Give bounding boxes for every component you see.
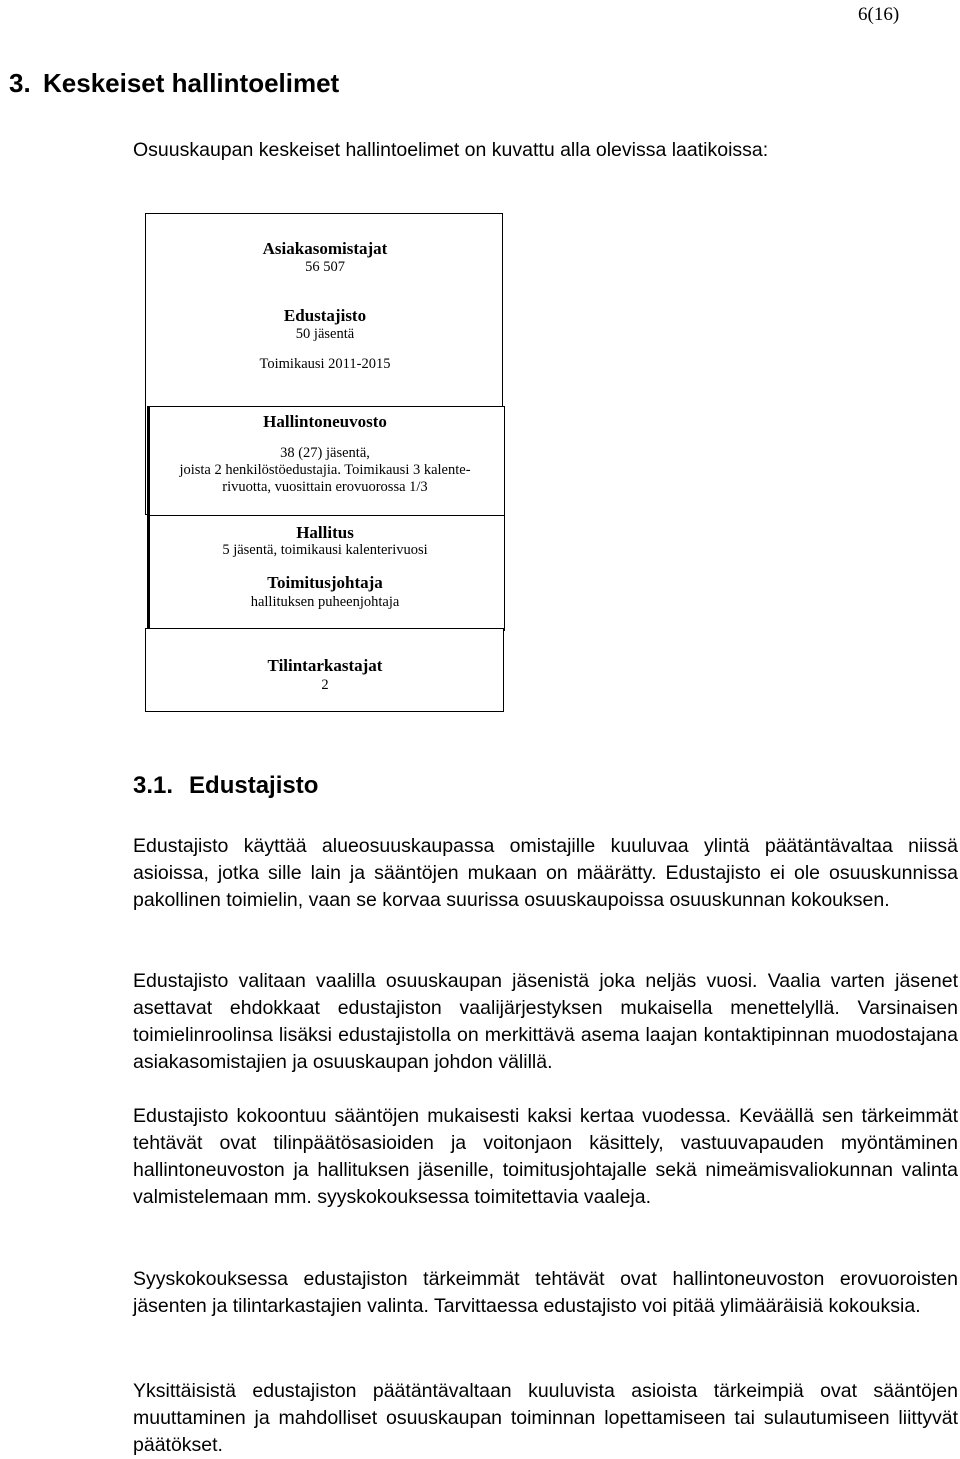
chapter-number: 3. xyxy=(9,68,31,98)
section-title-text: Edustajisto xyxy=(189,772,319,799)
page-number: 6(16) xyxy=(858,4,900,25)
tilintarkastajat-title: Tilintarkastajat xyxy=(267,656,383,675)
asiakasomistajat-title: Asiakasomistajat xyxy=(262,239,388,258)
asiakasomistajat-count: 56 507 xyxy=(305,259,345,275)
edustajisto-term: Toimikausi 2011-2015 xyxy=(259,356,391,372)
paragraph-4: Syyskokouksessa edustajiston tärkeimmät tehtävät ovat hallintoneuvoston erovuoroisten jäsenten ja tilintarkastajien valinta. Tarvittaessa edustajisto voi pitää ylimääräisiä kokouksia. xyxy=(133,1268,958,1317)
paragraph-1: Edustajisto käyttää alueosuuskaupassa omistajille kuuluvaa ylintä päätäntävaltaa niissä asioissa, jotka sille lain ja sääntöjen mukaan on määrätty. Edustajisto ei ole osuuskunnissa pakollinen toimielin, vaan se korvaa suurissa osuuskaupoissa osuuskunnan kokouksen. xyxy=(133,835,958,911)
edustajisto-members: 50 jäsentä xyxy=(295,326,355,342)
tilintarkastajat-count: 2 xyxy=(321,677,329,693)
section-title xyxy=(133,772,318,800)
hallintoneuvosto-title: Hallintoneuvosto xyxy=(263,412,387,431)
toimitusjohtaja-title: Toimitusjohtaja xyxy=(267,573,383,592)
intro-text: Osuuskaupan keskeiset hallintoelimet on kuvattu alla olevissa laatikoissa: xyxy=(133,139,769,161)
hallitus-title: Hallitus xyxy=(296,523,354,542)
hallintoneuvosto-line2: joista 2 henkilöstöedustajia. Toimikausi 3 kalente- xyxy=(179,462,471,478)
paragraph-2: Edustajisto valitaan vaalilla osuuskaupan jäsenistä joka neljäs vuosi. Vaalia varten jäsenet asettavat ehdokkaat edustajiston vaalijärjestyksen mukaisella menettelyllä. Varsinaisen toimielinroolinsa lisäksi edustajistolla on merkittävä asema laajan kontaktipinnan muodostajana asiakasomistajien ja osuuskaupan johdon välillä. xyxy=(133,970,958,1073)
paragraph-3: Edustajisto kokoontuu sääntöjen mukaisesti kaksi kertaa vuodessa. Keväällä sen tärkeimmät tehtävät ovat tilinpäätösasioiden ja voitonjaon käsittely, vastuuvapauden myöntäminen hallintoneuvoston ja hallituksen jäsenille, toimitusjohtajalle sekä nimeämisvaliokunnan valinta valmistelemaan mm. syyskokouksessa toimitettavia vaaleja. xyxy=(133,1105,958,1208)
edustajisto-title: Edustajisto xyxy=(283,306,367,325)
hallitus-desc: 5 jäsentä, toimikausi kalenterivuosi xyxy=(222,542,428,558)
hallintoneuvosto-line3: rivuotta, vuosittain erovuorossa 1/3 xyxy=(222,479,428,495)
section-number-inline: 3.1. xyxy=(133,772,174,799)
paragraph-5: Yksittäisistä edustajiston päätäntävaltaan kuuluvista asioista tärkeimpiä ovat sääntöjen muuttaminen ja mahdolliset osuuskaupan toiminnan lopettamiseen tai sulautumiseen liittyvät päätökset. xyxy=(133,1380,958,1456)
chapter-title: Keskeiset hallintoelimet xyxy=(43,68,340,98)
toimitusjohtaja-desc: hallituksen puheenjohtaja xyxy=(250,594,400,610)
hallintoneuvosto-line1: 38 (27) jäsentä, xyxy=(280,445,370,461)
